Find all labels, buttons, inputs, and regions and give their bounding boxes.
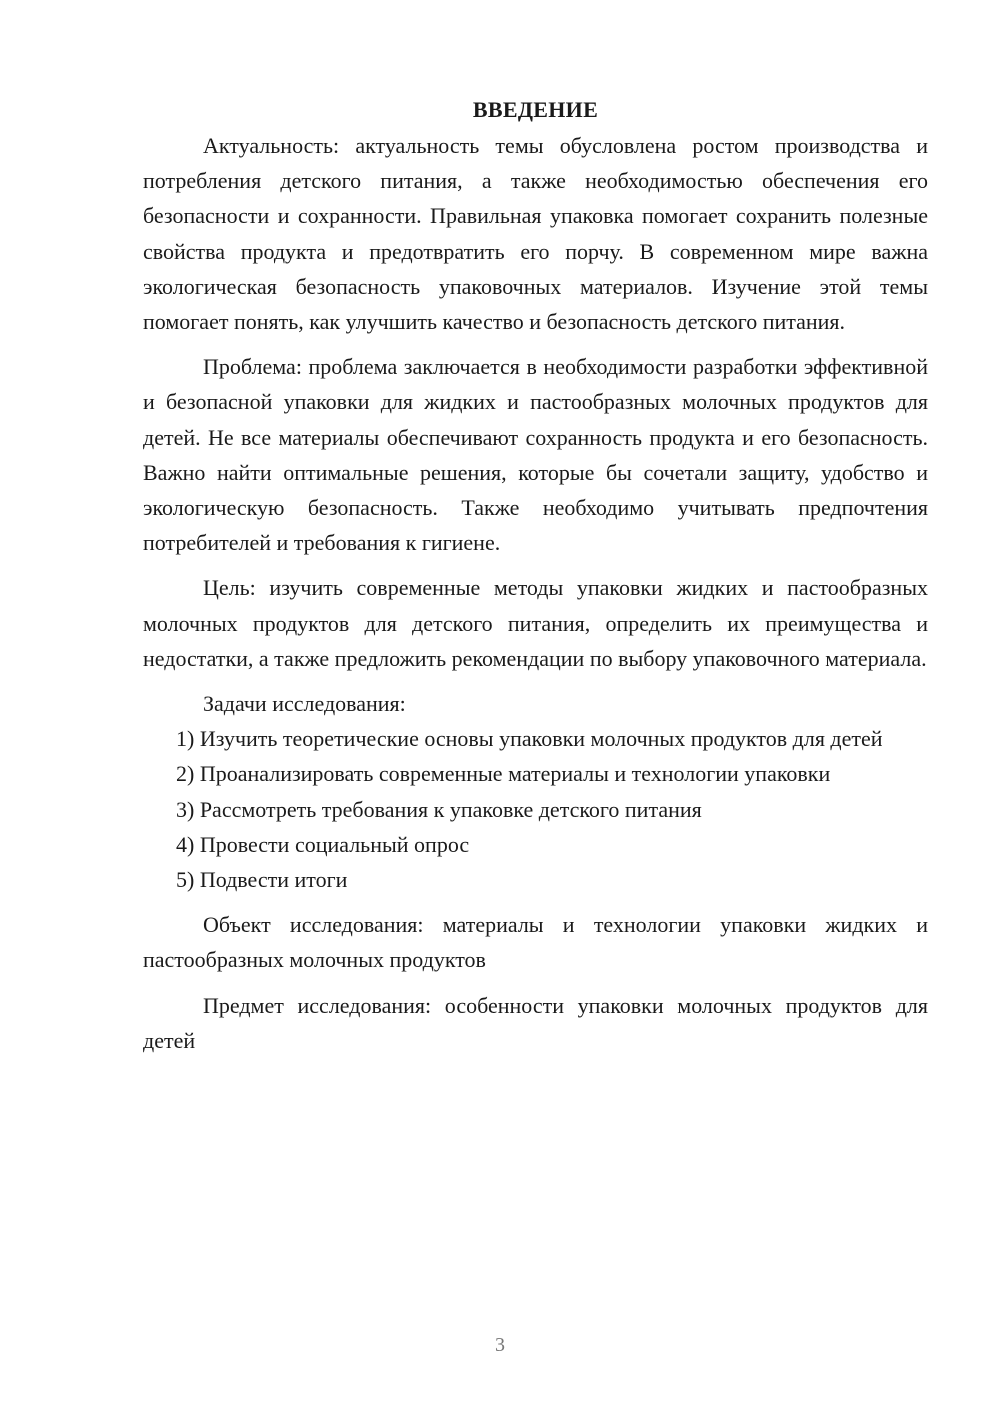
- list-item: 3) Рассмотреть требования к упаковке детского питания: [176, 796, 702, 822]
- page-title: ВВЕДЕНИЕ: [472, 97, 599, 122]
- list-item: 2) Проанализировать современные материалы и технологии упаковки: [176, 761, 831, 787]
- tasks-list: [143, 721, 928, 897]
- paragraph-relevance: Актуальность: актуальность темы обусловлена ростом производства и потребления детского питания, а также необходимостью обеспечения его безопасности и сохранности. Правильная упаковка помогает сохранить полезные свойства продукта и предотвратить его порчу. В современном мире важна экологическая безопасность упаковочных материалов. Изучение этой темы помогает понять, как улучшить качество и безопасность детского питания.: [143, 133, 928, 335]
- paragraph-subject: Предмет исследования: особенности упаковки молочных продуктов для детей: [143, 992, 928, 1053]
- list-item: 5) Подвести итоги: [176, 867, 348, 893]
- list-item: 1) Изучить теоретические основы упаковки молочных продуктов для детей: [176, 726, 883, 752]
- paragraph-goal: Цель: изучить современные методы упаковки жидких и пастообразных молочных продуктов для детского питания, определить их преимущества и недостатки, а также предложить рекомендации по выбору упаковочного материала.: [143, 575, 928, 671]
- page-number: 3: [495, 1334, 505, 1356]
- tasks-heading: Задачи исследования:: [203, 691, 406, 717]
- paragraph-problem: Проблема: проблема заключается в необходимости разработки эффективной и безопасной упаковки для жидких и пастообразных молочных продуктов для детей. Не все материалы обеспечивают сохранность продукта и его безопасность. Важно найти оптимальные решения, которые бы сочетали защиту, удобство и экологическую безопасность. Также необходимо учитывать предпочтения потребителей и требования к гигиене.: [143, 354, 928, 556]
- list-item: 4) Провести социальный опрос: [176, 831, 470, 857]
- document-page: [143, 92, 928, 1058]
- paragraph-object: Объект исследования: материалы и технологии упаковки жидких и пастообразных молочных продуктов: [143, 912, 928, 973]
